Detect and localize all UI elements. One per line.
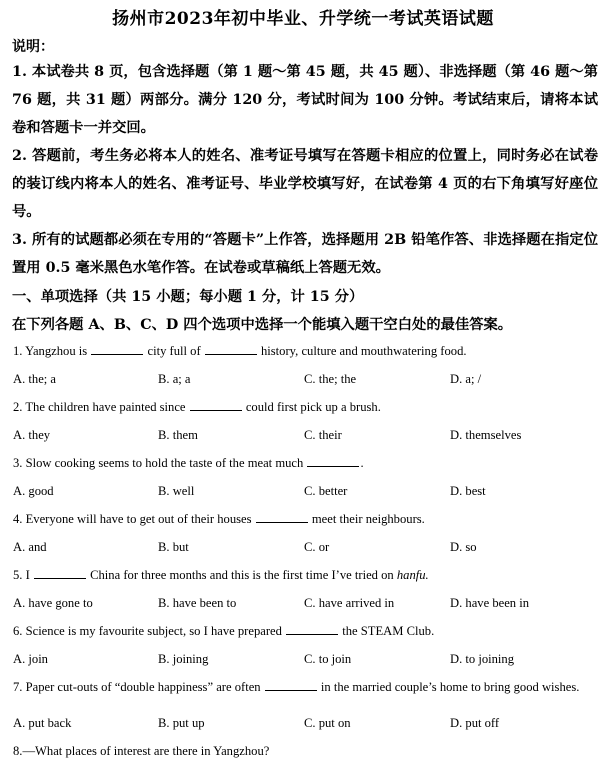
question-4: 4. Everyone will have to get out of their houses meet their neighbours. — [13, 512, 425, 526]
option-d: D. themselves — [450, 428, 522, 442]
option-a: A. the; a — [13, 372, 57, 386]
option-b: B. joining — [158, 652, 209, 666]
option-d: D. best — [450, 484, 486, 498]
option-c: C. or — [304, 540, 330, 554]
question-5: 5. I China for three months and this is the first time I’ve tried on hanfu. — [13, 568, 429, 582]
option-a: A. and — [13, 540, 47, 554]
answer-blank — [286, 624, 338, 635]
question-6: 6. Science is my favourite subject, so I have prepared the STEAM Club. — [13, 624, 435, 638]
options-1 — [13, 372, 593, 388]
question-7: 7. Paper cut-outs of “double happiness” are often in the married couple’s home to bring good wishes. — [13, 680, 580, 694]
option-d: D. so — [450, 540, 477, 554]
answer-blank — [205, 344, 257, 355]
answer-blank — [256, 512, 308, 523]
option-d: D. to joining — [450, 652, 515, 666]
note-1: 1. 本试卷共 8 页，包含选择题（第 1 题～第 45 题，共 45 题）、非选择题（第 46 题～第 76 题，共 31 题）两部分。满分 120 分，考试时间为 100 分钟。考试结束后，请将本试卷和答题卡一并交回。 — [12, 64, 598, 136]
option-d: D. put off — [450, 716, 500, 730]
question-3: 3. Slow cooking seems to hold the taste of the meat much . — [13, 456, 364, 470]
option-d: D. a; / — [450, 372, 482, 386]
option-c: C. put on — [304, 716, 351, 730]
option-c: C. the; the — [304, 372, 357, 386]
answer-blank — [91, 344, 143, 355]
page-title: 扬州市2023年初中毕业、升学统一考试英语试题 — [112, 9, 494, 29]
notes-label: 说明： — [12, 39, 54, 55]
question-2: 2. The children have painted since could first pick up a brush. — [13, 400, 381, 414]
answer-blank — [307, 456, 359, 467]
note-3: 3. 所有的试题都必须在专用的“答题卡”上作答，选择题用 2B 铅笔作答、非选择题在指定位置用 0.5 毫米黑色水笔作答。在试卷或草稿纸上答题无效。 — [12, 232, 598, 276]
option-a: A. good — [13, 484, 54, 498]
options-4 — [13, 540, 593, 556]
option-c: C. better — [304, 484, 348, 498]
answer-blank — [190, 400, 242, 411]
option-b: B. a; a — [158, 372, 191, 386]
option-c: C. have arrived in — [304, 596, 395, 610]
question-1: 1. Yangzhou is city full of history, culture and mouthwatering food. — [13, 344, 467, 358]
option-c: C. their — [304, 428, 342, 442]
option-b: B. them — [158, 428, 198, 442]
option-b: B. put up — [158, 716, 205, 730]
option-d: D. have been in — [450, 596, 530, 610]
section-title: 一、单项选择（共 15 小题；每小题 1 分，计 15 分） — [12, 289, 364, 305]
option-a: A. join — [13, 652, 48, 666]
options-3 — [13, 484, 593, 500]
option-b: B. well — [158, 484, 195, 498]
option-a: A. put back — [13, 716, 72, 730]
answer-blank — [265, 680, 317, 691]
note-2: 2. 答题前，考生务必将本人的姓名、准考证号填写在答题卡相应的位置上，同时务必在试卷的装订线内将本人的姓名、准考证号、毕业学校填写好，在试卷第 4 页的右下角填写好座位号。 — [12, 148, 598, 220]
options-6 — [13, 652, 593, 668]
options-7 — [13, 716, 593, 732]
option-b: B. have been to — [158, 596, 237, 610]
option-b: B. but — [158, 540, 189, 554]
options-5 — [13, 596, 593, 612]
option-c: C. to join — [304, 652, 352, 666]
options-2 — [13, 428, 593, 444]
answer-blank — [34, 568, 86, 579]
option-a: A. have gone to — [13, 596, 93, 610]
option-a: A. they — [13, 428, 51, 442]
section-instruction: 在下列各题 A、B、C、D 四个选项中选择一个能填入题干空白处的最佳答案。 — [12, 317, 513, 333]
question-8: 8.—What places of interest are there in Yangzhou? — [13, 744, 270, 758]
